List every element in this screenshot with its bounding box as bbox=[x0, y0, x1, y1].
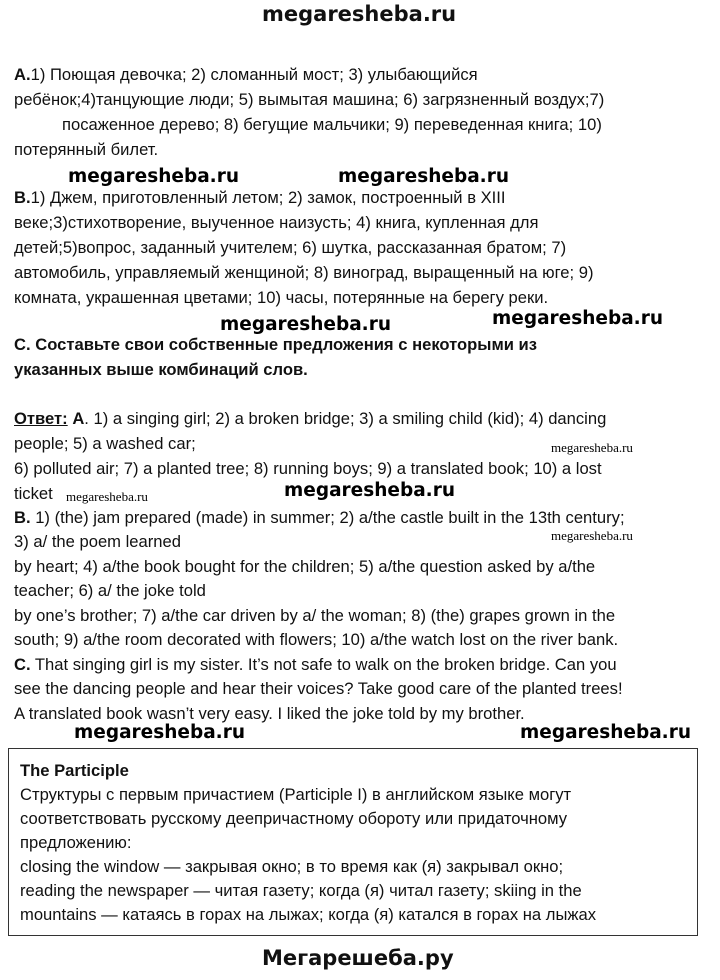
participle-box-title: The Participle bbox=[20, 761, 129, 780]
participle-box-line-2: соответствовать русскому деепричастному обороту или придаточному bbox=[20, 809, 568, 828]
task-a-label: A. bbox=[14, 65, 31, 84]
participle-box-line-6: mountains — катаясь в горах на лыжах; когда (я) катался в горах на лыжах bbox=[20, 905, 597, 924]
answer-a-line-3: 6) polluted air; 7) a planted tree; 8) running boys; 9) a translated book; 10) a lost bbox=[14, 459, 602, 478]
watermark: megaresheba.ru bbox=[338, 166, 509, 187]
task-c-line-1: C. Составьте свои собственные предложения с некоторыми из bbox=[14, 335, 538, 354]
answer-c-line-1: C. That singing girl is my sister. It’s not safe to walk on the broken bridge. Can you bbox=[14, 655, 617, 674]
answer-a-label: A bbox=[72, 409, 85, 428]
answer-a-line-1: Ответ: A. 1) a singing girl; 2) a broken bridge; 3) a smiling child (kid); 4) dancing bbox=[14, 409, 607, 428]
task-b-line-2: веке;3)стихотворение, выученное наизусть; 4) книга, купленная для bbox=[14, 213, 539, 232]
participle-box-line-3: предложению: bbox=[20, 833, 132, 852]
answer-b-line-4: teacher; 6) a/ the joke told bbox=[14, 581, 206, 600]
watermark: megaresheba.ru bbox=[74, 722, 245, 743]
participle-box-line-1: Структуры с первым причастием (Participle I) в английском языке могут bbox=[20, 785, 572, 804]
watermark-small: megaresheba.ru bbox=[66, 489, 148, 504]
answer-b-label: B. bbox=[14, 508, 31, 527]
task-b-line-1: B.1) Джем, приготовленный летом; 2) замок, построенный в XIII bbox=[14, 188, 506, 207]
participle-box-line-5: reading the newspaper — читая газету; когда (я) читал газету; skiing in the bbox=[20, 881, 582, 900]
task-b-line-3: детей;5)вопрос, заданный учителем; 6) шутка, рассказанная братом; 7) bbox=[14, 238, 567, 257]
task-a-line-3: посаженное дерево; 8) бегущие мальчики; 9) переведенная книга; 10) bbox=[62, 115, 602, 134]
watermark: megaresheba.ru bbox=[284, 480, 455, 501]
task-b-line-5: комната, украшенная цветами; 10) часы, потерянные на берегу реки. bbox=[14, 288, 549, 307]
answer-b-line-3: by heart; 4) a/the book bought for the children; 5) a/the question asked by a/the bbox=[14, 557, 596, 576]
watermark-small: megaresheba.ru bbox=[551, 528, 633, 543]
participle-box-line-4: closing the window — закрывая окно; в то время как (я) закрывал окно; bbox=[20, 857, 564, 876]
task-b-line-4: автомобиль, управляемый женщиной; 8) виноград, выращенный на юге; 9) bbox=[14, 263, 594, 282]
answer-b-line-2: 3) a/ the poem learned bbox=[14, 532, 181, 551]
answer-a-line-4: ticket bbox=[14, 484, 53, 503]
answer-c-label: C. bbox=[14, 655, 31, 674]
header-site-title: megaresheba.ru bbox=[262, 2, 457, 26]
answer-b-line-5: by one’s brother; 7) a/the car driven by a/ the woman; 8) (the) grapes grown in the bbox=[14, 606, 616, 625]
task-a-line-2: ребёнок;4)танцующие люди; 5) вымытая машина; 6) загрязненный воздух;7) bbox=[14, 90, 605, 109]
watermark: megaresheba.ru bbox=[520, 722, 691, 743]
answer-c-line-3: A translated book wasn’t very easy. I liked the joke told by my brother. bbox=[14, 704, 525, 723]
watermark: megaresheba.ru bbox=[68, 166, 239, 187]
answer-b-line-6: south; 9) a/the room decorated with flowers; 10) a/the watch lost on the river bank. bbox=[14, 630, 619, 649]
footer-site-title: Мегарешеба.ру bbox=[262, 946, 454, 970]
watermark: megaresheba.ru bbox=[492, 308, 663, 329]
answer-label: Ответ: bbox=[14, 409, 68, 428]
task-b-label: B. bbox=[14, 188, 31, 207]
answer-a-line-2: people; 5) a washed car; bbox=[14, 434, 196, 453]
task-a-line-4: потерянный билет. bbox=[14, 140, 159, 159]
watermark-small: megaresheba.ru bbox=[551, 440, 633, 455]
answer-c-line-2: see the dancing people and hear their voices? Take good care of the planted trees! bbox=[14, 679, 623, 698]
watermark: megaresheba.ru bbox=[220, 314, 391, 335]
answer-b-line-1: B. 1) (the) jam prepared (made) in summer; 2) a/the castle built in the 13th century; bbox=[14, 508, 625, 527]
task-c-line-2: указанных выше комбинаций слов. bbox=[14, 360, 308, 379]
task-a-line-1: A.1) Поющая девочка; 2) сломанный мост; 3) улыбающийся bbox=[14, 65, 478, 84]
